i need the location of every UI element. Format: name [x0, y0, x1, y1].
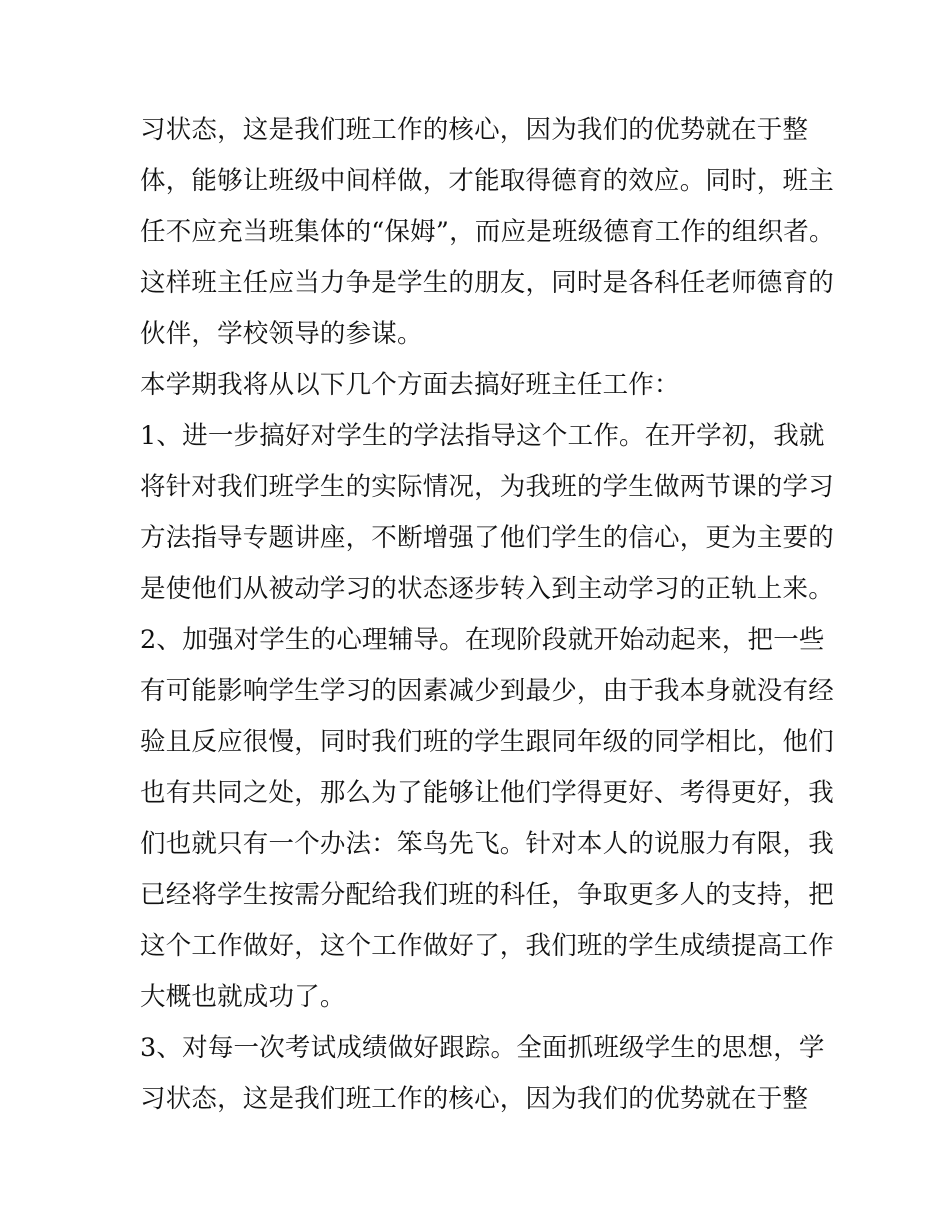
text-line-16: 已经将学生按需分配给我们班的科任，争取更多人的支持，把 — [140, 880, 834, 910]
text-line-5: 伙伴，学校领导的参谋。 — [140, 319, 423, 349]
text-line-3: 任不应充当班集体的“保姆”，而应是班级德育工作的组织者。 — [140, 217, 835, 247]
text-line-14: 也有共同之处，那么为了能够让他们学得更好、考得更好，我 — [140, 778, 834, 808]
text-line-20: 习状态，这是我们班工作的核心，因为我们的优势就在于整 — [140, 1084, 809, 1114]
text-line-9: 方法指导专题讲座，不断增强了他们学生的信心，更为主要的 — [140, 523, 834, 553]
text-line-13: 验且反应很慢，同时我们班的学生跟同年级的同学相比，他们 — [140, 727, 834, 757]
text-line-1: 习状态，这是我们班工作的核心，因为我们的优势就在于整 — [140, 115, 809, 145]
text-line-8: 将针对我们班学生的实际情况，为我班的学生做两节课的学习 — [140, 472, 834, 502]
text-line-2: 体，能够让班级中间样做，才能取得德育的效应。同时，班主 — [140, 166, 834, 196]
text-line-10: 是使他们从被动学习的状态逐步转入到主动学习的正轨上来。 — [140, 574, 834, 604]
document-body — [140, 105, 835, 1125]
text-line-7: 1、进一步搞好对学生的学法指导这个工作。在开学初，我就 — [140, 421, 825, 451]
text-line-18: 大概也就成功了。 — [140, 982, 346, 1012]
text-line-17: 这个工作做好，这个工作做好了，我们班的学生成绩提高工作 — [140, 931, 834, 961]
text-line-6: 本学期我将从以下几个方面去搞好班主任工作： — [140, 370, 680, 400]
text-line-4: 这样班主任应当力争是学生的朋友，同时是各科任老师德育的 — [140, 268, 834, 298]
text-line-19: 3、对每一次考试成绩做好跟踪。全面抓班级学生的思想，学 — [140, 1033, 825, 1063]
text-line-11: 2、加强对学生的心理辅导。在现阶段就开始动起来，把一些 — [140, 625, 825, 655]
text-line-15: 们也就只有一个办法：笨鸟先飞。针对本人的说服力有限，我 — [140, 829, 834, 859]
text-line-12: 有可能影响学生学习的因素减少到最少，由于我本身就没有经 — [140, 676, 834, 706]
